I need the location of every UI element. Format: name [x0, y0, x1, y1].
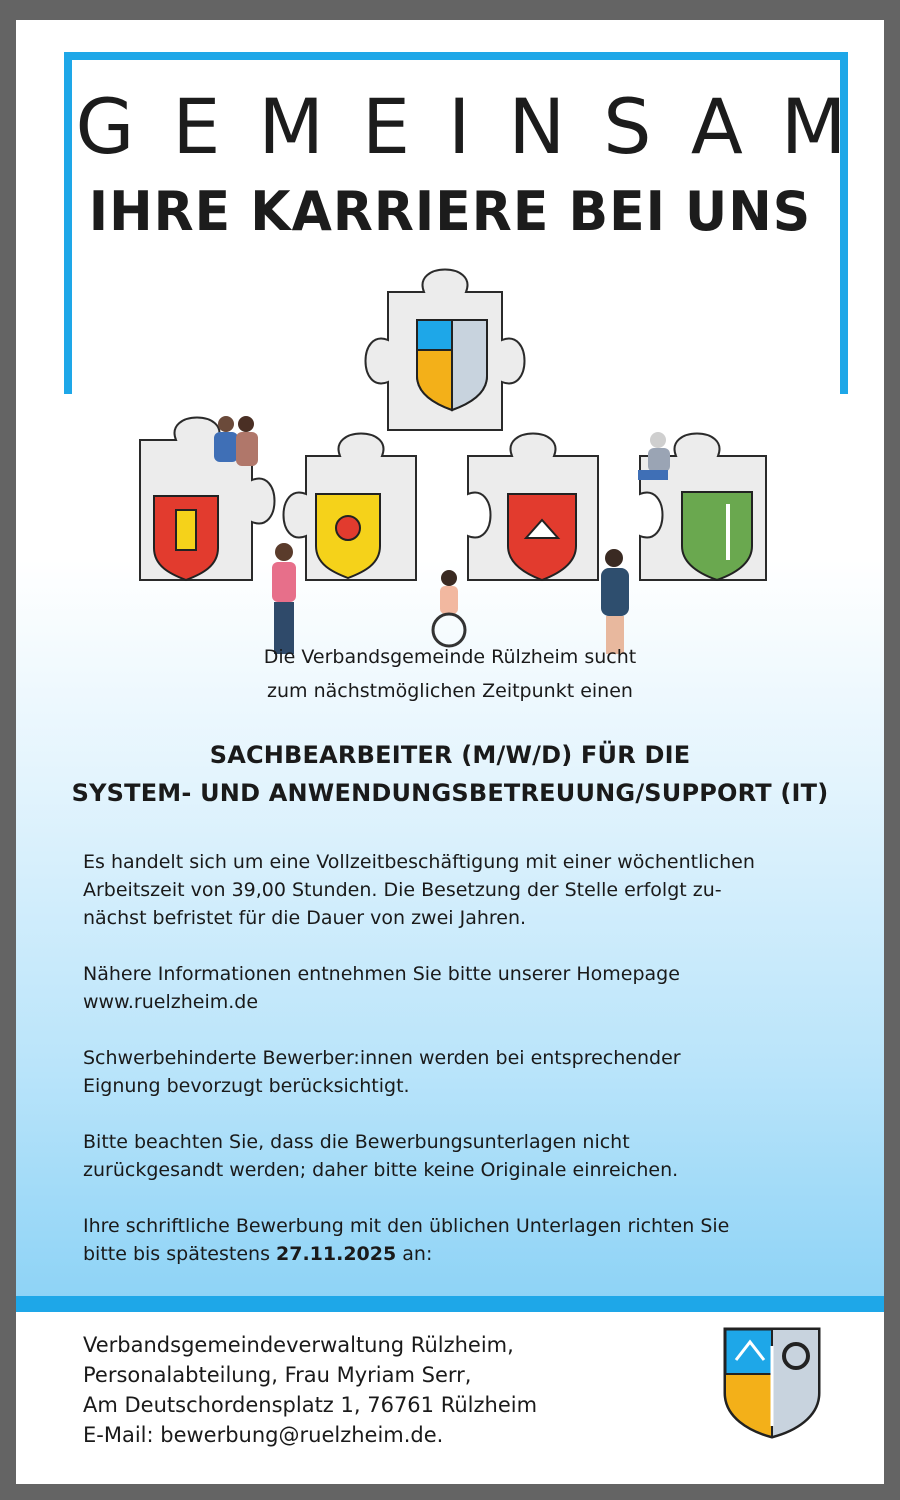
job-title-line: SYSTEM- UND ANWENDUNGSBETREUUNG/SUPPORT (IT)	[71, 779, 829, 807]
paragraph-documents	[83, 1128, 823, 1184]
intro-text	[16, 640, 884, 708]
homepage-link[interactable]: www.ruelzheim.de	[83, 991, 259, 1013]
paragraph-employment	[83, 848, 823, 932]
paragraph-homepage	[83, 960, 823, 1016]
text-line: Nähere Informationen entnehmen Sie bitte unserer Homepage	[83, 963, 680, 985]
divider-bar	[16, 1296, 884, 1312]
text-line: an:	[396, 1243, 433, 1265]
paragraph-disability	[83, 1044, 823, 1100]
address-line: Verbandsgemeindeverwaltung Rülzheim,	[83, 1333, 514, 1357]
coat-of-arms-icon	[154, 496, 218, 580]
text-line: nächst befristet für die Dauer von zwei Jahren.	[83, 907, 527, 929]
wheelchair-icon	[433, 570, 465, 646]
contact-address	[83, 1330, 643, 1450]
person-figure-icon	[601, 549, 629, 654]
headline-karriere: IHRE KARRIERE BEI UNS	[88, 180, 812, 244]
coat-of-arms-icon	[316, 494, 380, 578]
deadline-date: 27.11.2025	[276, 1243, 397, 1265]
address-line: Am Deutschordensplatz 1, 76761 Rülzheim	[83, 1393, 538, 1417]
text-line: Arbeitszeit von 39,00 Stunden. Die Besetzung der Stelle erfolgt zu-	[83, 879, 722, 901]
person-figure-icon	[272, 543, 296, 654]
text-line: Ihre schriftliche Bewerbung mit den üblichen Unterlagen richten Sie	[83, 1215, 730, 1237]
job-ad-page	[16, 20, 884, 1484]
job-description	[83, 848, 823, 1296]
text-line: Es handelt sich um eine Vollzeitbeschäftigung mit einer wöchentlichen	[83, 851, 755, 873]
address-line: Personalabteilung, Frau Myriam Serr,	[83, 1363, 472, 1387]
coat-of-arms-icon	[417, 320, 487, 410]
person-figure-icon	[214, 416, 258, 466]
job-title	[16, 736, 884, 812]
headline-gemeinsam: GEMEINSAM	[75, 82, 884, 171]
text-line: Eignung bevorzugt berücksichtigt.	[83, 1075, 410, 1097]
text-line: Bitte beachten Sie, dass die Bewerbungsunterlagen nicht	[83, 1131, 630, 1153]
intro-line: zum nächstmöglichen Zeitpunkt einen	[267, 680, 633, 702]
coat-of-arms-icon	[508, 494, 576, 580]
coat-of-arms-icon	[682, 492, 752, 580]
text-line: zurückgesandt werden; daher bitte keine Originale einreichen.	[83, 1159, 679, 1181]
text-line: bitte bis spätestens	[83, 1243, 277, 1265]
email-link[interactable]: E-Mail: bewerbung@ruelzheim.de.	[83, 1423, 444, 1447]
intro-line: Die Verbandsgemeinde Rülzheim sucht	[263, 646, 637, 668]
puzzle-illustration	[16, 260, 884, 660]
job-title-line: SACHBEARBEITER (M/W/D) FÜR DIE	[209, 741, 691, 769]
paragraph-deadline	[83, 1212, 823, 1268]
coat-of-arms-icon	[722, 1326, 822, 1440]
text-line: Schwerbehinderte Bewerber:innen werden bei entsprechender	[83, 1047, 681, 1069]
